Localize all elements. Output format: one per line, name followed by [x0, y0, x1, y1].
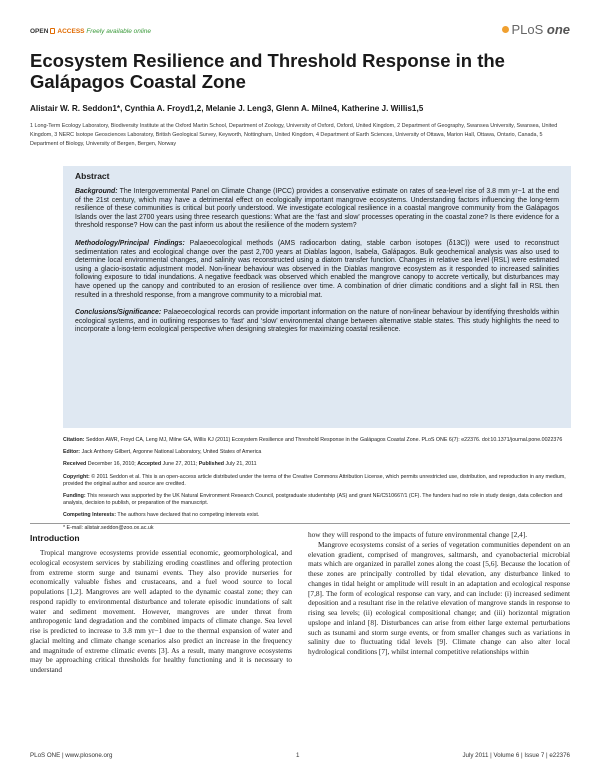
conclusions-text: Palaeoecological records can provide important information on the nature of non-linear behaviour by identifying thresholds within ecological systems, and in outlining responses to ‘fast’ and ‘slow’ environmental change between alternative stable states. This study highlights the need to incorporate a long-term ecological perspective when designing strategies for maximizing coastal resilience. [75, 309, 559, 334]
background-label: Background: [75, 188, 118, 195]
copyright [63, 474, 571, 488]
body-column-left [30, 548, 292, 675]
dates [63, 461, 571, 468]
copyright-text: © 2011 Seddon et al. This is an open-access article distributed under the terms of the Creative Commons Attribution License, which permits unrestricted use, distribution, and reproduction in any medium, provided the original author and source are credited. [63, 473, 566, 487]
intro-paragraph-1: Tropical mangrove ecosystems provide essential economic, geomorphological, and ecological ecosystem services by stabilizing eroding coastlines and offering protection from extreme storm surge and tsunami events. They also provide nurseries for economically valuable fishes and crustaceans, and a fuel wood source to local populations [1,2]. Mangroves are well adapted to the dynamic coastal zone; they can respond rapidly to environmental disturbance and tolerate episodic inundations of salt water and sediment movement. However, mangroves are under threat from anthropogenic land degradation and the combined impacts of climate change. Sea level rise is predicted to increase to 3.8 mm yr−1 due to the thermal expansion of water and glacial melting and climate change scenarios also predict an increase in the frequency and magnitude of extreme climatic events [3]. As a result, many mangrove ecosystems may be approaching critical thresholds for healthy functioning and it is necessary to understand [30, 548, 292, 674]
intro-paragraph-2: Mangrove ecosystems consist of a series of vegetation communities dependent on an elevation gradient, comprised of mangroves, saltmarsh, and cyanobacterial microbial mats which are organized in parallel zones along the coast [5,6]. Because the location of these zones are principally controlled by tidal elevation, any disturbance linked to changes in tidal height or amplitude will result in an adaptation and ecological response [7,8]. The form of ecological response can vary, and can include: (i) increased sediment deposition and a resultant rise in the relative elevation of mangrove stands in response to rising sea levels; (ii) ecological compositional change; and (iii) horizontal migration upslope and inland [8]. Disturbances can arise from either large external perturbations such as tsunami and storm surge events, or from smaller changes such as variations in salinity due to fluctuating tidal levels [9]. Climate change can also alter local hydrological conditions [7], whilst internal competitive relationships within [308, 539, 570, 656]
paper-title: Ecosystem Resilience and Threshold Response in the Galápagos Coastal Zone [30, 50, 505, 92]
background-text: The Intergovernmental Panel on Climate Change (IPCC) provides a conservative estimate on rates of sea-level rise of 3.8 mm yr−1 at the end of the 21st century, which may have a detrimental effect on ecologically important mangrove ecosystems. Understanding factors influencing the long-term resilience of these communities is critical but poorly understood. We investigate ecological resilience in a coastal mangrove community from the Galápagos Islands over the last 2700 years using three research questions: What are the ‘fast and slow’ processes operating in the coastal zone? Is there evidence for a threshold response? How can the past inform us about the resilience of the modern system? [75, 188, 559, 230]
editor-text: Jack Anthony Gilbert, Argonne National Laboratory, United States of America [81, 449, 262, 456]
methods-label: Methodology/Principal Findings: [75, 239, 185, 247]
competing-label: Competing Interests: [63, 512, 116, 519]
methods-text: Palaeoecological methods (AMS radiocarbon dating, stable carbon isotopes (δ13C)) were used to reconstruct sedimentation rates and ecological change over the past 2,700 years at Diablas lagoon, Isabela, Galápagos. Bulk geochemical analysis was also used to determine local environmental changes, and salinity was reconstructed using a diatom transfer function. Changes in relative sea level (RSL) were estimated using a glacio-isostatic adjustment model. Non-linear behaviour was observed in the Diablas mangrove ecosystem as it responded to increased salinities following exposure to tidal inundations. A negative feedback was observed which enabled the mangrove canopy to accrete vertically, but disturbances may have opened up the canopy and contributed to an erosion of resilience over time. A combination of drier climatic conditions and a slight fall in RSL then resulted in a threshold response, from a mangrove community to a microbial mat. [75, 239, 559, 299]
conclusions-label: Conclusions/Significance: [75, 309, 162, 317]
page-number: 1 [296, 752, 300, 759]
footer-issue: July 2011 | Volume 6 | Issue 7 | e22376 [462, 752, 570, 759]
free-online-label: Freely available online [86, 28, 152, 35]
abstract-heading: Abstract [75, 171, 110, 181]
section-divider [30, 523, 570, 524]
funding-text: This research was supported by the UK Natural Environment Research Council, postgraduate studentship (AS) and grant NE/C510667/1 (CF). The funders had no role in study design, data collection and analysis, decision to publish, or preparation of the manuscript. [63, 493, 563, 507]
open-access-lock-icon [50, 28, 55, 34]
competing-interests [63, 512, 571, 519]
logo-one-text: one [546, 22, 570, 37]
editor-label: Editor: [63, 449, 81, 456]
competing-text: The authors have declared that no competing interests exist. [117, 512, 260, 519]
received-date: December 16, 2010; [87, 461, 136, 468]
body-column-right [308, 530, 570, 657]
affiliations: 1 Long-Term Ecology Laboratory, Biodiversity Institute at the Oxford Martin School, Department of Zoology, University of Oxford, Oxford, United Kingdom, 2 Department of Geography, Swansea University, Swansea, United Kingdom, 3 NERC Isotope Geosciences Laboratory, British Geological Survey, Keyworth, Nottingham, United Kingdom, 4 Department of Earth Sciences, University of Ottawa, Marion Hall, Ottawa, Ontario, Canada, 5 Department of Biology, University of Bergen, Bergen, Norway [30, 123, 558, 147]
copyright-label: Copyright: [63, 473, 90, 480]
email-link[interactable]: * E-mail: alistair.seddon@zoo.ox.ac.uk [63, 524, 154, 531]
introduction-heading: Introduction [30, 533, 80, 543]
plos-one-logo [502, 22, 570, 37]
accepted-date: June 27, 2011; [162, 461, 198, 468]
open-access-banner [30, 28, 151, 35]
logo-plos-text: PLoS [511, 22, 544, 37]
open-label: OPEN [30, 28, 49, 35]
accepted-label: Accepted [137, 461, 162, 468]
footer-journal: PLoS ONE | www.plosone.org [30, 752, 113, 759]
abstract-methods [75, 240, 559, 300]
citation-label: Citation: [63, 437, 85, 443]
journal-header [30, 22, 570, 40]
intro-paragraph-1-continued: how they will respond to the impacts of future environmental change [2,4]. [308, 530, 528, 539]
citation-text: Seddon AWR, Froyd CA, Leng MJ, Milne GA, Willis KJ (2011) Ecosystem Resilience and Threshold Response in the Galápagos Coastal Zone. PLoS ONE 6(7): e22376. doi:10.1371/journal.pone.0022376 [85, 437, 563, 443]
abstract-background [75, 188, 559, 231]
abstract-conclusions [75, 309, 559, 335]
citation [63, 437, 571, 444]
plos-logo-dot-icon [502, 26, 509, 33]
article-metadata [63, 437, 571, 537]
funding-label: Funding: [63, 493, 86, 500]
abstract-box [63, 166, 571, 428]
funding [63, 493, 571, 507]
editor [63, 449, 571, 456]
access-label: ACCESS [57, 28, 85, 35]
author-list: Alistair W. R. Seddon1*, Cynthia A. Froyd1,2, Melanie J. Leng3, Glenn A. Milne4, Katherine J. Willis1,5 [30, 104, 424, 113]
published-label: Published [198, 461, 225, 468]
received-label: Received [63, 461, 87, 468]
published-date: July 21, 2011 [225, 461, 257, 468]
